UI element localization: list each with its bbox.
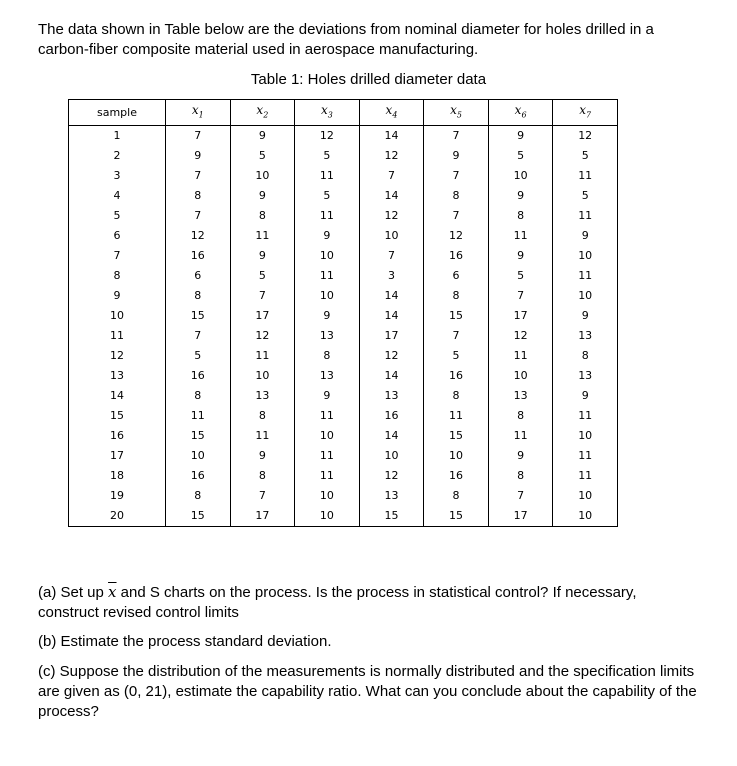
sample-number-cell: 16 [69, 426, 166, 446]
table-cell: 13 [553, 366, 618, 386]
table-cell: 11 [230, 226, 295, 246]
table-row [69, 206, 618, 226]
table-cell: 11 [553, 446, 618, 466]
sample-number-cell: 12 [69, 346, 166, 366]
table-cell: 13 [295, 326, 360, 346]
table-cell: 8 [488, 466, 553, 486]
table-cell: 17 [230, 306, 295, 326]
table-cell: 9 [488, 246, 553, 266]
table-cell: 9 [488, 186, 553, 206]
x-bar-symbol: $\overline{x}$ [108, 583, 117, 601]
intro-paragraph: The data shown in Table below are the deviations from nominal diameter for holes drilled in a carbon-fiber composite material used in aerospace manufacturing. [38, 21, 654, 58]
sample-number-cell: 19 [69, 486, 166, 506]
table-cell: 7 [424, 126, 489, 147]
table-cell: 12 [359, 346, 424, 366]
table-cell: 12 [553, 126, 618, 147]
table-cell: 9 [230, 246, 295, 266]
sample-number-cell: 20 [69, 506, 166, 527]
table-cell: 13 [553, 326, 618, 346]
table-row [69, 366, 618, 386]
sample-number-cell: 13 [69, 366, 166, 386]
table-cell: 15 [166, 306, 231, 326]
table-cell: 9 [553, 386, 618, 406]
sample-number-cell: 11 [69, 326, 166, 346]
sample-number-cell: 3 [69, 166, 166, 186]
table-row [69, 226, 618, 246]
table-cell: 3 [359, 266, 424, 286]
column-subscript: 2 [263, 110, 269, 120]
table-cell: 9 [488, 126, 553, 147]
table-cell: 11 [295, 466, 360, 486]
sample-number-cell: 6 [69, 226, 166, 246]
table-cell: 10 [166, 446, 231, 466]
table-cell: 11 [488, 346, 553, 366]
table-row [69, 146, 618, 166]
column-subscript: 6 [521, 110, 527, 120]
table-cell: 13 [230, 386, 295, 406]
table-row [69, 246, 618, 266]
column-variable: $x_7$ [579, 103, 592, 120]
table-cell: 11 [230, 346, 295, 366]
table-cell: 15 [166, 426, 231, 446]
column-subscript: 7 [586, 110, 592, 120]
table-cell: 7 [488, 486, 553, 506]
sample-number-cell: 15 [69, 406, 166, 426]
table-row [69, 266, 618, 286]
table-cell: 13 [488, 386, 553, 406]
table-cell: 5 [166, 346, 231, 366]
table-cell: 10 [295, 246, 360, 266]
table-title: Table 1: Holes drilled diameter data [250, 71, 487, 88]
sample-number-cell: 4 [69, 186, 166, 206]
table-cell: 12 [488, 326, 553, 346]
table-cell: 9 [553, 306, 618, 326]
table-cell: 13 [359, 486, 424, 506]
table-cell: 15 [424, 506, 489, 527]
table-cell: 16 [166, 366, 231, 386]
table-cell: 5 [230, 266, 295, 286]
table-cell: 16 [359, 406, 424, 426]
header-row [69, 100, 618, 126]
table-cell: 16 [424, 466, 489, 486]
table-cell: 10 [230, 166, 295, 186]
column-subscript: 3 [327, 110, 333, 120]
table-cell: 7 [424, 166, 489, 186]
column-header-x4 [359, 100, 424, 126]
table-cell: 9 [295, 226, 360, 246]
table-row [69, 166, 618, 186]
table-cell: 5 [488, 146, 553, 166]
question-c: (c) Suppose the distribution of the measurements is normally distributed and the specification limits are given as (0, 21), estimate the capability ratio. What can you conclude about the capability of the process? [38, 663, 697, 720]
table-row [69, 466, 618, 486]
table-cell: 10 [553, 486, 618, 506]
column-variable: $x_2$ [256, 103, 269, 120]
table-cell: 5 [553, 146, 618, 166]
table-cell: 7 [166, 166, 231, 186]
table-cell: 10 [295, 486, 360, 506]
table-cell: 12 [166, 226, 231, 246]
column-variable: $x_6$ [514, 103, 527, 120]
table-cell: 12 [424, 226, 489, 246]
table-cell: 10 [230, 366, 295, 386]
table-cell: 11 [424, 406, 489, 426]
column-variable: $x_3$ [320, 103, 333, 120]
table-cell: 15 [424, 306, 489, 326]
table-cell: 13 [359, 386, 424, 406]
table-cell: 15 [359, 506, 424, 527]
table-cell: 16 [424, 246, 489, 266]
table-cell: 11 [488, 426, 553, 446]
table-cell: 14 [359, 286, 424, 306]
table-row [69, 406, 618, 426]
table-cell: 9 [295, 386, 360, 406]
column-header-x2 [230, 100, 295, 126]
table-cell: 10 [553, 426, 618, 446]
table-cell: 11 [553, 166, 618, 186]
column-subscript: 4 [392, 110, 398, 120]
column-subscript: 5 [456, 110, 462, 120]
table-cell: 5 [553, 186, 618, 206]
table-cell: 10 [295, 286, 360, 306]
table-cell: 8 [166, 186, 231, 206]
table-cell: 11 [295, 446, 360, 466]
table-cell: 10 [553, 286, 618, 306]
table-cell: 7 [424, 206, 489, 226]
column-header-x5 [424, 100, 489, 126]
table-cell: 15 [424, 426, 489, 446]
table-cell: 5 [488, 266, 553, 286]
table-cell: 7 [424, 326, 489, 346]
table-cell: 12 [295, 126, 360, 147]
sample-number-cell: 17 [69, 446, 166, 466]
table-body [69, 126, 618, 527]
table-cell: 14 [359, 306, 424, 326]
sample-number-cell: 18 [69, 466, 166, 486]
table-cell: 17 [488, 506, 553, 527]
table-cell: 11 [295, 406, 360, 426]
data-table [68, 99, 618, 527]
table-cell: 11 [488, 226, 553, 246]
table-cell: 10 [295, 506, 360, 527]
table-cell: 5 [424, 346, 489, 366]
table-cell: 8 [230, 466, 295, 486]
table-cell: 12 [359, 206, 424, 226]
column-header-x1 [166, 100, 231, 126]
table-cell: 5 [295, 146, 360, 166]
table-cell: 7 [359, 246, 424, 266]
sample-number-cell: 2 [69, 146, 166, 166]
question-a-text: and S charts on the process. Is the process in statistical control? If necessary, construct revised control limits [38, 584, 637, 621]
table-row [69, 186, 618, 206]
table-cell: 7 [166, 126, 231, 147]
table-row [69, 306, 618, 326]
table-cell: 17 [359, 326, 424, 346]
table-cell: 11 [230, 426, 295, 446]
table-cell: 11 [553, 206, 618, 226]
table-cell: 8 [424, 386, 489, 406]
table-cell: 5 [230, 146, 295, 166]
table-header [69, 100, 618, 126]
sample-number-cell: 1 [69, 126, 166, 147]
table-row [69, 286, 618, 306]
table-cell: 10 [553, 246, 618, 266]
table-cell: 13 [295, 366, 360, 386]
column-header-x6 [488, 100, 553, 126]
sample-number-cell: 5 [69, 206, 166, 226]
table-cell: 11 [553, 406, 618, 426]
table-cell: 8 [230, 206, 295, 226]
table-cell: 8 [488, 206, 553, 226]
table-cell: 17 [230, 506, 295, 527]
table-cell: 9 [230, 446, 295, 466]
table-cell: 11 [295, 206, 360, 226]
table-cell: 5 [295, 186, 360, 206]
table-cell: 7 [230, 486, 295, 506]
table-cell: 11 [166, 406, 231, 426]
table-cell: 8 [166, 486, 231, 506]
table-cell: 8 [424, 286, 489, 306]
table-cell: 8 [166, 286, 231, 306]
table-cell: 14 [359, 366, 424, 386]
table-cell: 10 [488, 366, 553, 386]
question-b: (b) Estimate the process standard deviation. [38, 633, 332, 650]
table-cell: 15 [166, 506, 231, 527]
question-a-prefix: (a) Set up [38, 584, 109, 601]
table-row [69, 486, 618, 506]
sample-column-header: sample [69, 100, 166, 126]
table-cell: 10 [359, 446, 424, 466]
table-cell: 9 [553, 226, 618, 246]
table-cell: 8 [553, 346, 618, 366]
table-row [69, 126, 618, 147]
table-cell: 10 [359, 226, 424, 246]
table-cell: 9 [166, 146, 231, 166]
table-cell: 8 [424, 186, 489, 206]
table-cell: 16 [166, 246, 231, 266]
table-cell: 12 [359, 466, 424, 486]
table-cell: 10 [424, 446, 489, 466]
column-variable: $x_5$ [450, 103, 462, 120]
sample-number-cell: 7 [69, 246, 166, 266]
table-cell: 10 [553, 506, 618, 527]
table-cell: 10 [295, 426, 360, 446]
table-cell: 11 [553, 266, 618, 286]
table-cell: 7 [166, 326, 231, 346]
table-cell: 11 [295, 266, 360, 286]
table-row [69, 326, 618, 346]
sample-number-cell: 10 [69, 306, 166, 326]
table-row [69, 346, 618, 366]
table-cell: 9 [488, 446, 553, 466]
table-cell: 9 [230, 186, 295, 206]
table-cell: 7 [359, 166, 424, 186]
column-header-x3 [295, 100, 360, 126]
table-cell: 10 [488, 166, 553, 186]
table-cell: 6 [166, 266, 231, 286]
table-row [69, 386, 618, 406]
table-row [69, 446, 618, 466]
column-subscript: 1 [198, 110, 204, 120]
sample-number-cell: 9 [69, 286, 166, 306]
table-cell: 11 [553, 466, 618, 486]
table-cell: 7 [488, 286, 553, 306]
table-cell: 6 [424, 266, 489, 286]
column-variable: $x_4$ [385, 103, 398, 120]
sample-number-cell: 8 [69, 266, 166, 286]
table-cell: 9 [295, 306, 360, 326]
table-cell: 17 [488, 306, 553, 326]
question-a [38, 582, 698, 623]
table-cell: 8 [424, 486, 489, 506]
table-cell: 9 [424, 146, 489, 166]
sample-number-cell: 14 [69, 386, 166, 406]
table-cell: 8 [166, 386, 231, 406]
table-cell: 11 [295, 166, 360, 186]
table-row [69, 426, 618, 446]
table-cell: 8 [230, 406, 295, 426]
table-cell: 9 [230, 126, 295, 147]
table-cell: 14 [359, 126, 424, 147]
table-cell: 7 [230, 286, 295, 306]
table-cell: 14 [359, 426, 424, 446]
table-cell: 14 [359, 186, 424, 206]
column-variable: $x_1$ [191, 103, 204, 120]
table-cell: 8 [488, 406, 553, 426]
table-row [69, 506, 618, 527]
table-cell: 12 [230, 326, 295, 346]
table-cell: 16 [166, 466, 231, 486]
table-cell: 12 [359, 146, 424, 166]
table-cell: 16 [424, 366, 489, 386]
table-cell: 8 [295, 346, 360, 366]
table-cell: 7 [166, 206, 231, 226]
column-header-x7 [553, 100, 618, 126]
